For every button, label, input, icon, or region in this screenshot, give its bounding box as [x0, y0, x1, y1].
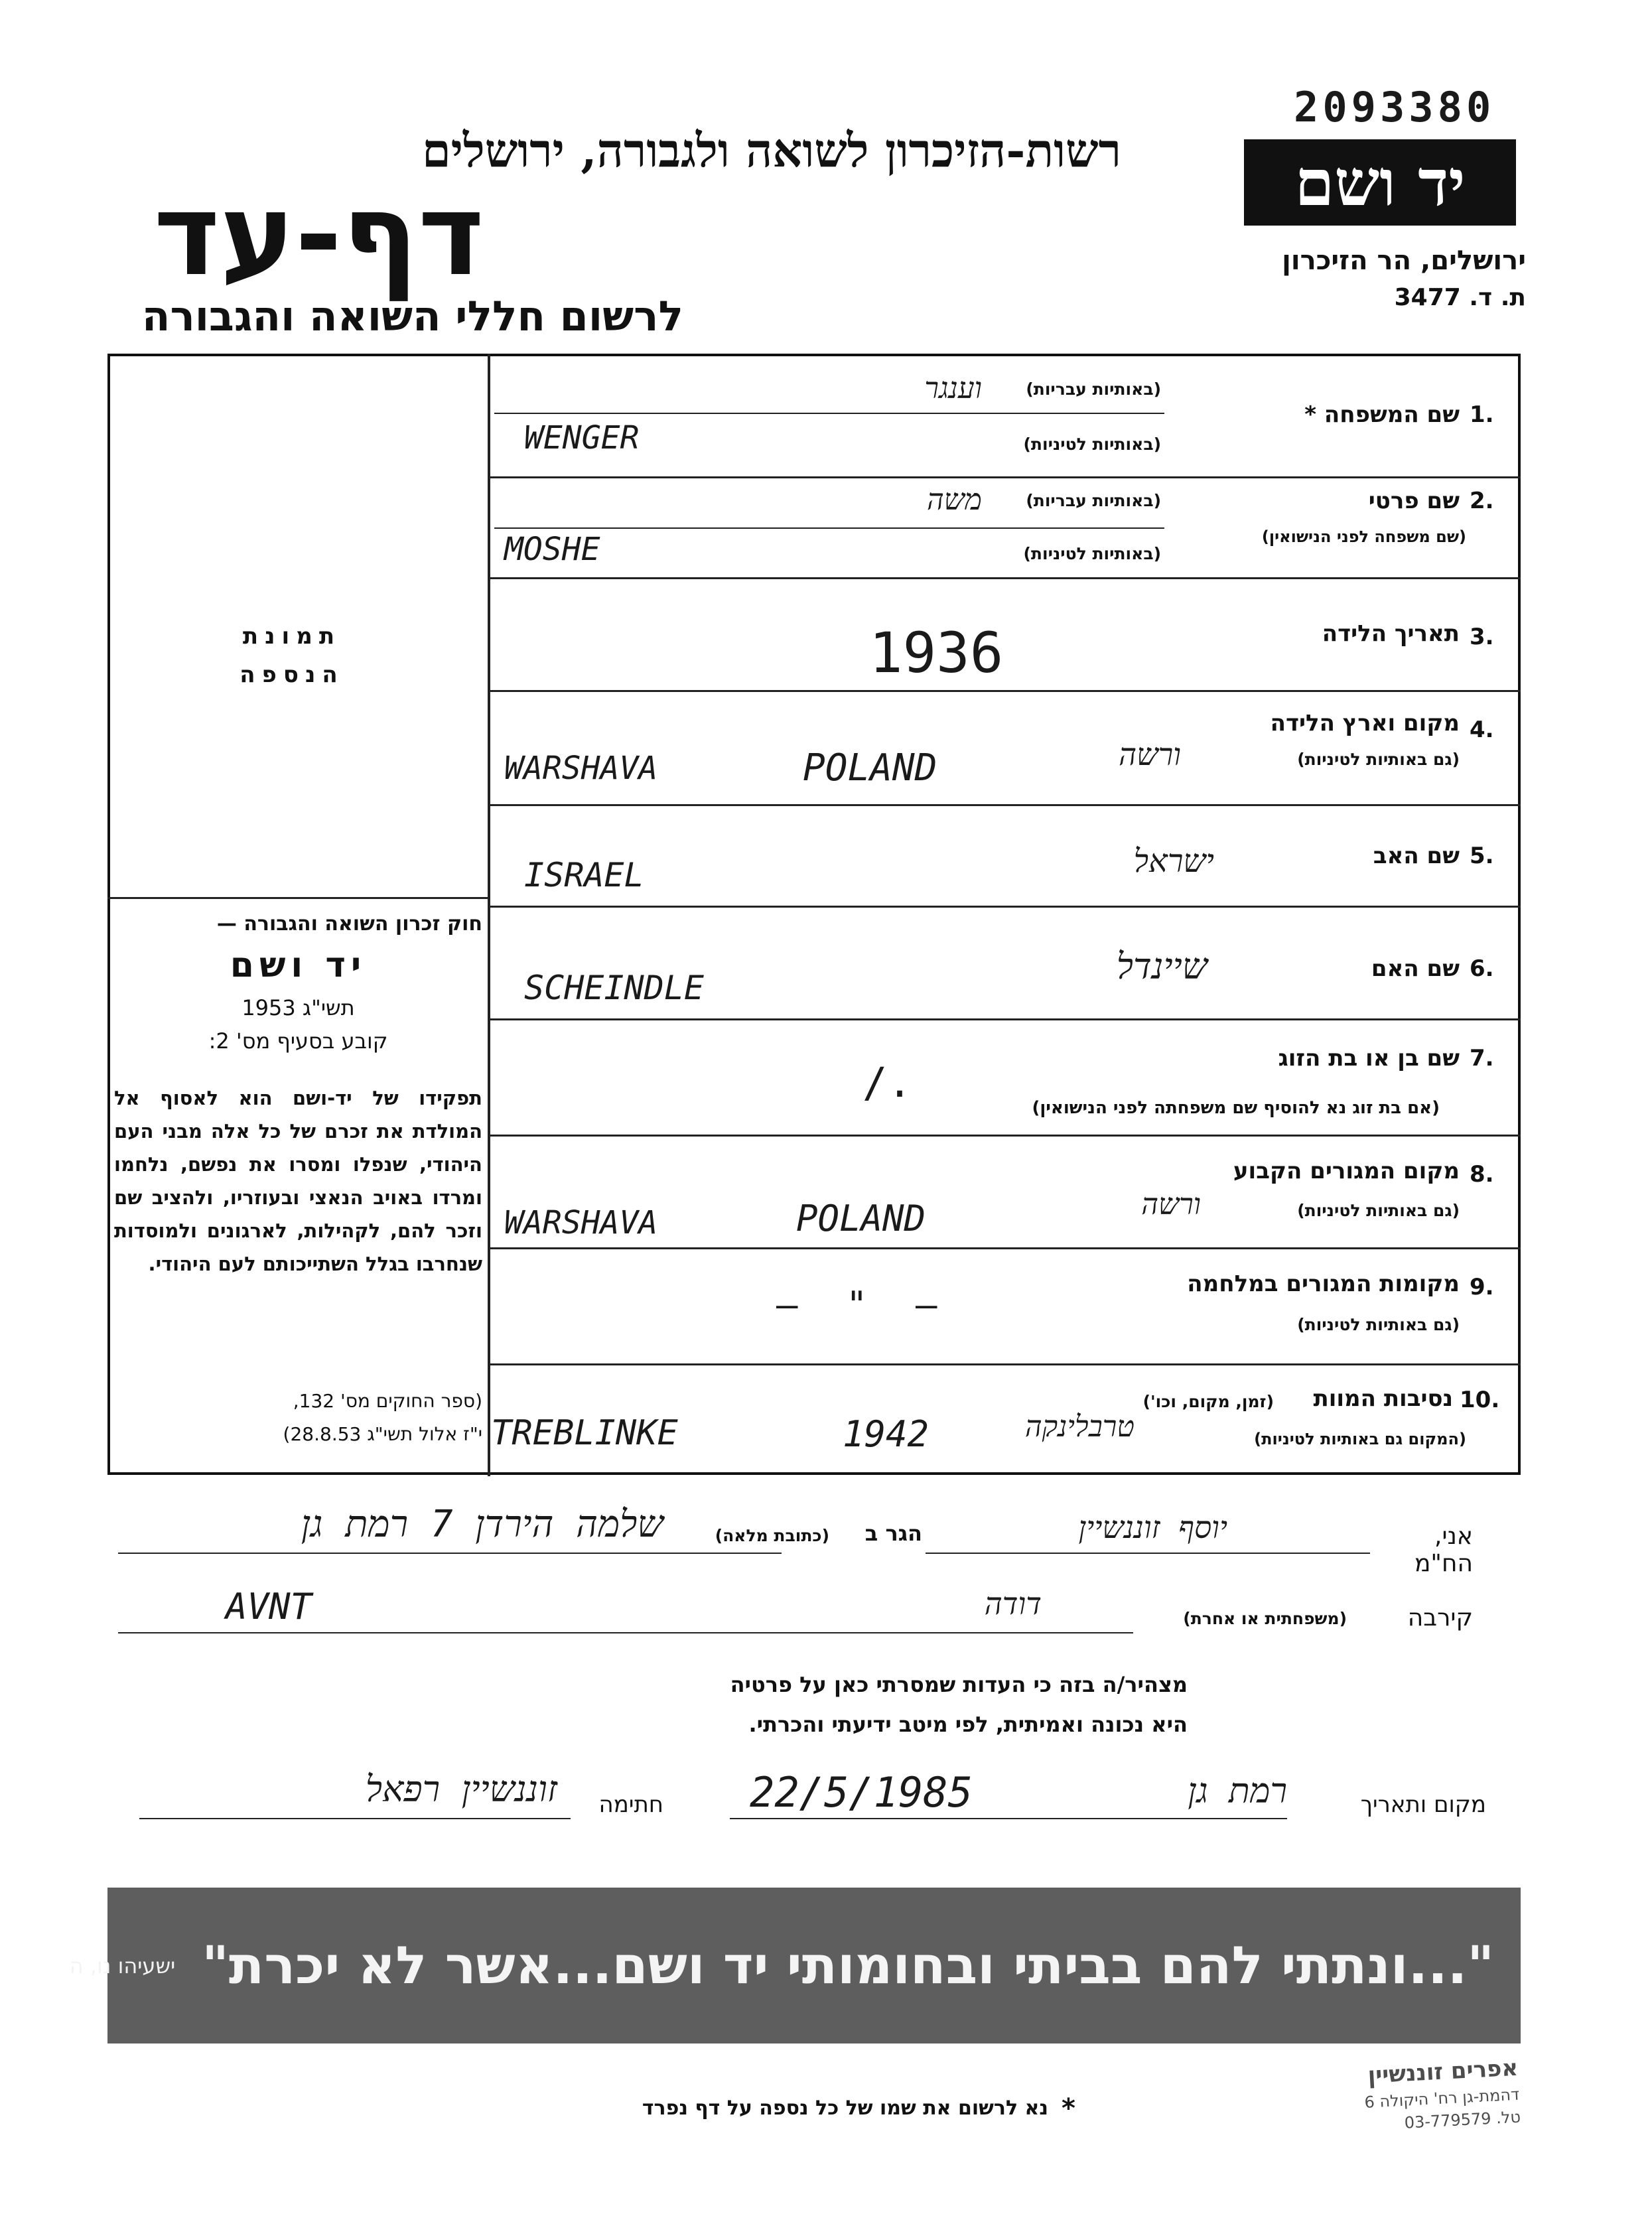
field-4-label: מקום וארץ הלידה	[1270, 710, 1460, 736]
banner-quote: "...ונתתי להם בביתי ובחומותי יד ושם...אשר לא יכרת"	[202, 1935, 1494, 1996]
field-1-number: 1.	[1470, 401, 1494, 428]
field-9-label: מקומות המגורים במלחמה	[1187, 1271, 1460, 1297]
signature-underline	[139, 1818, 571, 1819]
law-year: תשי"ג 1953	[241, 995, 355, 1020]
quote-banner	[69, 1888, 1521, 2043]
page-subtitle: לרשום חללי השואה והגבורה	[141, 292, 683, 340]
logo-text: יד ושם	[1294, 145, 1466, 220]
photo-label: תמונת הנספה	[240, 623, 344, 688]
field-1-label: שם המשפחה *	[1304, 401, 1460, 428]
row-divider	[489, 476, 1521, 478]
field-10-value-hebrew[interactable]: טרבלינקה	[1024, 1410, 1135, 1444]
field-2-label: שם פרטי	[1368, 488, 1460, 514]
field-4-value-latin-country[interactable]: POLAND	[803, 746, 937, 790]
address-line-2: ת. ד. 3477	[1394, 284, 1526, 311]
field-2-sublabel: (שם משפחה לפני הנישואין)	[1261, 527, 1466, 546]
declaration-statement-2: היא נכונה ואמיתית, לפי מיטב ידיעתי והכרתי.	[748, 1712, 1188, 1737]
panel-divider	[488, 354, 490, 1476]
field-1-hint-hebrew: (באותיות עבריות)	[1026, 380, 1161, 399]
date-value[interactable]: 22/5/1985	[750, 1768, 973, 1817]
field-4-value-hebrew[interactable]: ורשה	[1119, 736, 1181, 772]
field-1-value-latin[interactable]: WENGER	[524, 419, 640, 456]
field-1-underline	[494, 413, 1164, 414]
field-4-number: 4.	[1470, 717, 1494, 743]
date-underline	[730, 1818, 1287, 1819]
row-divider	[489, 1363, 1521, 1365]
field-7-sublabel: (אם בת זוג נא להוסיף שם משפחתה לפני הנישואין)	[1032, 1098, 1440, 1118]
signature-label: חתימה	[598, 1791, 663, 1818]
declarant-label: אני, הח"מ	[1414, 1523, 1473, 1577]
field-1-value-hebrew[interactable]: וענגר	[924, 372, 982, 405]
field-8-number: 8.	[1470, 1161, 1494, 1188]
field-5-label: שם האב	[1373, 843, 1460, 869]
law-clause: קובע בסעיף מס' 2:	[208, 1028, 388, 1054]
field-10-value-latin[interactable]: TREBLINKE	[491, 1413, 678, 1453]
field-6-number: 6.	[1470, 955, 1494, 982]
field-2-value-hebrew[interactable]: משה	[926, 483, 982, 517]
place-date-label: מקום ותאריך	[1360, 1791, 1486, 1818]
field-2-number: 2.	[1470, 488, 1494, 514]
field-9-sublabel: (גם באותיות לטיניות)	[1297, 1315, 1460, 1334]
field-9-value[interactable]: — " —	[776, 1284, 951, 1326]
signature-value[interactable]: זוננשיין רפאל	[365, 1768, 557, 1810]
residing-label: הגר ב	[864, 1521, 922, 1546]
field-8-label: מקום המגורים הקבוע	[1233, 1158, 1460, 1184]
field-7-label: שם בן או בת הזוג	[1278, 1045, 1460, 1072]
address-underline	[118, 1553, 782, 1554]
declarant-underline	[926, 1553, 1370, 1554]
field-8-value-latin-city[interactable]: WARSHAVA	[504, 1204, 658, 1241]
declarant-name[interactable]: יוסף זוננשיין	[1078, 1509, 1227, 1545]
field-4-sublabel: (גם באותיות לטיניות)	[1297, 750, 1460, 769]
relation-underline	[118, 1632, 1133, 1633]
footer-note: נא לרשום את שמו של כל נספה על דף נפרד	[642, 2097, 1048, 2120]
field-9-number: 9.	[1470, 1274, 1494, 1300]
field-6-label: שם האם	[1371, 955, 1460, 982]
field-5-value-hebrew[interactable]: ישראל	[1133, 843, 1214, 880]
field-8-value-latin-country[interactable]: POLAND	[796, 1198, 926, 1239]
field-10-sublabel: (המקום גם באותיות לטיניות)	[1254, 1430, 1466, 1448]
row-divider	[489, 1018, 1521, 1020]
field-5-value-latin[interactable]: ISRAEL	[524, 856, 644, 894]
field-6-value-hebrew[interactable]: שיינדל	[1116, 945, 1207, 987]
law-title: חוק זכרון השואה והגבורה —	[216, 912, 482, 935]
law-reference-1: (ספר החוקים מס' 132,	[293, 1390, 482, 1412]
field-10-hint: (זמן, מקום, וכו')	[1142, 1392, 1274, 1411]
field-1-hint-latin: (באותיות לטיניות)	[1023, 435, 1161, 454]
field-2-value-latin[interactable]: MOSHE	[504, 531, 600, 568]
stamp-line-3: טל. 03-779579	[1404, 2107, 1521, 2132]
relation-label: קירבה	[1407, 1604, 1473, 1631]
field-10-number: 10.	[1460, 1387, 1500, 1413]
row-divider	[489, 1135, 1521, 1137]
law-name: יד ושם	[230, 945, 367, 985]
relation-value-latin[interactable]: AVNT	[226, 1586, 312, 1627]
stamp-line-1: אפרים זוננשיין	[1367, 2054, 1519, 2089]
field-8-sublabel: (גם באותיות לטיניות)	[1297, 1201, 1460, 1220]
place-value[interactable]: רמת גן	[1188, 1771, 1287, 1811]
stamp-line-2: דהמת-גן רח' היקולה 6	[1363, 2085, 1520, 2112]
field-8-value-hebrew[interactable]: ורשה	[1141, 1188, 1201, 1221]
address-line-1: ירושלים, הר הזיכרון	[1282, 245, 1526, 276]
field-7-value[interactable]: /.	[862, 1058, 912, 1107]
field-3-value[interactable]: 1936	[869, 620, 1004, 685]
page-title: דף-עד	[153, 170, 484, 301]
relation-hint: (משפחתית או אחרת)	[1183, 1609, 1347, 1628]
law-text: תפקידו של יד-ושם הוא לאסוף אל המולדת את זכרם של כל אלה מבני העם היהודי, שנפלו ומסרו את נפשם, נלחמו ומרדו באויב הנאצי ובעוזריו, ולהציב שם וזכר להם, לקהילות, לארגונים ולמוסדות שנחרבו בגלל השתייכותם לעם היהודי.	[114, 1087, 482, 1275]
field-2-hint-hebrew: (באותיות עבריות)	[1026, 491, 1161, 510]
row-divider	[489, 804, 1521, 806]
document-number: 2093380	[1294, 83, 1495, 131]
relation-value-hebrew[interactable]: דודה	[984, 1586, 1042, 1622]
field-10-value-year[interactable]: 1942	[843, 1413, 929, 1455]
row-divider	[489, 1247, 1521, 1249]
yad-vashem-logo	[1244, 139, 1516, 226]
address-hint: (כתובת מלאה)	[715, 1526, 829, 1545]
address-value[interactable]: שלמה הירדן 7 רמת גן	[301, 1503, 663, 1546]
row-divider	[489, 577, 1521, 579]
institution-name: רשות-הזיכרון לשואה ולגבורה, ירושלים	[421, 123, 1121, 178]
field-2-underline	[494, 527, 1164, 529]
sender-stamp	[1305, 2055, 1521, 2138]
banner-source: ישעיהו נו, ה	[69, 1953, 176, 1978]
field-10-label: נסיבות המוות	[1313, 1385, 1453, 1412]
field-6-value-latin[interactable]: SCHEINDLE	[524, 969, 704, 1007]
field-3-number: 3.	[1470, 624, 1494, 650]
field-2-hint-latin: (באותיות לטיניות)	[1023, 544, 1161, 563]
field-5-number: 5.	[1470, 843, 1494, 869]
field-3-label: תאריך הלידה	[1322, 620, 1460, 647]
field-4-value-latin-city[interactable]: WARSHAVA	[504, 750, 658, 787]
law-reference-2: י"ז אלול תשי"ג 28.8.53)	[283, 1423, 482, 1445]
row-divider	[489, 906, 1521, 908]
row-divider	[489, 690, 1521, 692]
law-divider	[107, 897, 489, 899]
declaration-statement-1: מצהיר/ה בזה כי העדות שמסרתי כאן על פרטיה	[730, 1672, 1188, 1697]
footer-star: *	[1062, 2093, 1075, 2124]
field-7-number: 7.	[1470, 1045, 1494, 1072]
